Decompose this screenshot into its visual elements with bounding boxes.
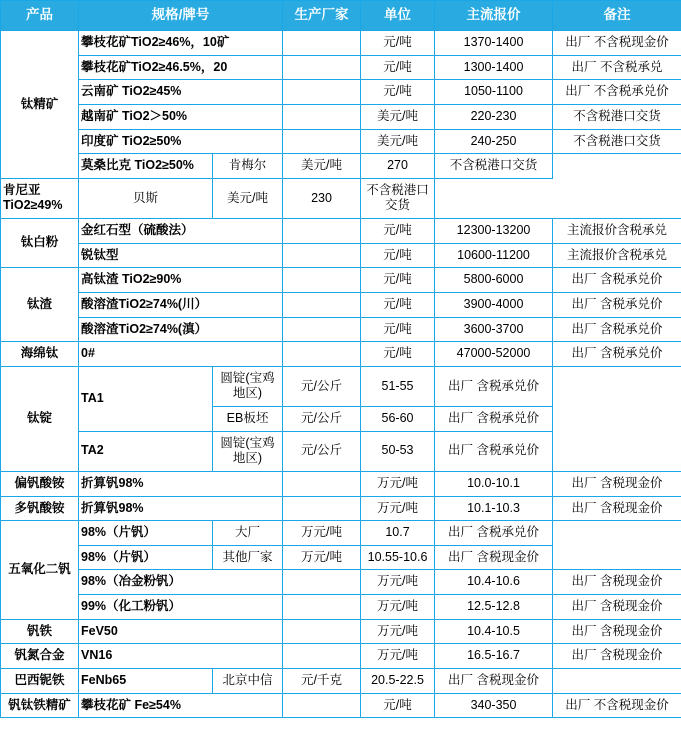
remark-cell: 不含税港口交货 xyxy=(553,104,681,129)
unit-cell: 元/吨 xyxy=(361,342,435,367)
table-row xyxy=(1,317,681,342)
remark-cell: 出厂 含税现金价 xyxy=(435,668,553,693)
remark-cell: 出厂 含税现金价 xyxy=(553,644,681,669)
unit-cell: 元/公斤 xyxy=(283,366,361,406)
spec-cell: 攀枝花矿 Fe≥54% xyxy=(79,693,283,718)
spec-cell: 折算钒98% xyxy=(79,496,283,521)
spec-cell: 云南矿 TiO2≥45% xyxy=(79,80,283,105)
product-cell: 钒钛铁精矿 xyxy=(1,693,79,718)
unit-cell: 元/吨 xyxy=(361,80,435,105)
remark-cell: 出厂 含税现金价 xyxy=(553,619,681,644)
table-row xyxy=(1,292,681,317)
unit-cell: 美元/吨 xyxy=(213,178,283,218)
spec-cell: 印度矿 TiO2≥50% xyxy=(79,129,283,154)
manufacturer-cell xyxy=(283,268,361,293)
price-cell: 16.5-16.7 xyxy=(435,644,553,669)
table-row xyxy=(1,570,681,595)
product-cell: 多钒酸铵 xyxy=(1,496,79,521)
price-cell: 10.55-10.6 xyxy=(361,545,435,570)
column-header-product: 产品 xyxy=(1,1,79,31)
column-header-price: 主流报价 xyxy=(435,1,553,31)
remark-cell: 出厂 不含税现金价 xyxy=(553,693,681,718)
unit-cell: 元/吨 xyxy=(361,243,435,268)
price-cell: 10.0-10.1 xyxy=(435,471,553,496)
manufacturer-cell xyxy=(283,292,361,317)
remark-cell: 出厂 含税现金价 xyxy=(553,570,681,595)
product-cell: 钛精矿 xyxy=(1,31,79,179)
manufacturer-cell xyxy=(283,104,361,129)
price-cell: 12300-13200 xyxy=(435,219,553,244)
product-cell: 偏钒酸铵 xyxy=(1,471,79,496)
spec-cell: 莫桑比克 TiO2≥50% xyxy=(79,154,213,179)
manufacturer-cell xyxy=(283,55,361,80)
remark-cell: 不含税港口交货 xyxy=(435,154,553,179)
unit-cell: 美元/吨 xyxy=(361,129,435,154)
unit-cell: 元/吨 xyxy=(361,292,435,317)
table-header-row xyxy=(1,1,681,31)
spec-cell: 酸溶渣TiO2≥74%(川） xyxy=(79,292,283,317)
product-cell: 五氧化二钒 xyxy=(1,521,79,620)
table-body xyxy=(1,31,681,718)
remark-cell: 出厂 含税承兑价 xyxy=(435,431,553,471)
price-cell: 12.5-12.8 xyxy=(435,595,553,620)
unit-cell: 万元/吨 xyxy=(361,644,435,669)
table-row xyxy=(1,644,681,669)
remark-cell: 出厂 不含税承兑 xyxy=(553,55,681,80)
spec-cell: 98%（冶金粉钒） xyxy=(79,570,283,595)
manufacturer-cell xyxy=(283,644,361,669)
price-cell: 3900-4000 xyxy=(435,292,553,317)
manufacturer-cell xyxy=(283,243,361,268)
price-cell: 10.1-10.3 xyxy=(435,496,553,521)
spec-cell: VN16 xyxy=(79,644,283,669)
manufacturer-cell: 肯梅尔 xyxy=(213,154,283,179)
table-row xyxy=(1,668,681,693)
manufacturer-cell xyxy=(283,219,361,244)
price-cell: 1370-1400 xyxy=(435,31,553,56)
spec-detail-cell: EB板坯 xyxy=(213,407,283,432)
price-cell: 10.7 xyxy=(361,521,435,546)
product-cell: 钛锭 xyxy=(1,366,79,471)
spec-cell: FeV50 xyxy=(79,619,283,644)
table-row xyxy=(1,178,681,218)
unit-cell: 元/千克 xyxy=(283,668,361,693)
product-cell: 钛白粉 xyxy=(1,219,79,268)
remark-cell: 主流报价含税承兑 xyxy=(553,243,681,268)
manufacturer-cell xyxy=(283,496,361,521)
unit-cell: 万元/吨 xyxy=(361,595,435,620)
table-row xyxy=(1,595,681,620)
manufacturer-cell xyxy=(283,693,361,718)
price-cell: 1050-1100 xyxy=(435,80,553,105)
spec-cell: 攀枝花矿TiO2≥46.5%，20 xyxy=(79,55,283,80)
spec-cell: 98%（片钒） xyxy=(79,521,213,546)
unit-cell: 元/吨 xyxy=(361,219,435,244)
remark-cell: 出厂 含税现金价 xyxy=(553,595,681,620)
product-cell: 钒氮合金 xyxy=(1,644,79,669)
unit-cell: 元/吨 xyxy=(361,268,435,293)
table-row xyxy=(1,693,681,718)
spec-cell: FeNb65 xyxy=(79,668,213,693)
manufacturer-cell xyxy=(283,595,361,620)
remark-cell: 不含税港口交货 xyxy=(361,178,435,218)
spec-cell: 攀枝花矿TiO2≥46%，10矿 xyxy=(79,31,283,56)
spec-cell: 0# xyxy=(79,342,283,367)
table-row xyxy=(1,342,681,367)
price-cell: 51-55 xyxy=(361,366,435,406)
table-row xyxy=(1,80,681,105)
manufacturer-cell: 其他厂家 xyxy=(213,545,283,570)
product-cell: 钒铁 xyxy=(1,619,79,644)
table-row xyxy=(1,619,681,644)
remark-cell: 出厂 含税承兑价 xyxy=(553,292,681,317)
column-header-remark: 备注 xyxy=(553,1,681,31)
unit-cell: 元/吨 xyxy=(361,55,435,80)
remark-cell: 主流报价含税承兑 xyxy=(553,219,681,244)
table-row xyxy=(1,268,681,293)
price-cell: 20.5-22.5 xyxy=(361,668,435,693)
table-row xyxy=(1,219,681,244)
remark-cell: 出厂 含税承兑价 xyxy=(553,268,681,293)
bottom-whitespace xyxy=(0,718,681,756)
remark-cell: 出厂 含税承兑价 xyxy=(435,366,553,406)
price-cell: 3600-3700 xyxy=(435,317,553,342)
price-cell: 220-230 xyxy=(435,104,553,129)
spec-cell: 折算钒98% xyxy=(79,471,283,496)
price-cell: 10600-11200 xyxy=(435,243,553,268)
remark-cell: 出厂 不含税承兑价 xyxy=(553,80,681,105)
spec-cell: 98%（片钒） xyxy=(79,545,213,570)
column-header-manufacturer: 生产厂家 xyxy=(283,1,361,31)
spec-cell: 越南矿 TiO2＞50% xyxy=(79,104,283,129)
table-row xyxy=(1,366,681,406)
table-row xyxy=(1,496,681,521)
table-row xyxy=(1,129,681,154)
product-cell: 巴西铌铁 xyxy=(1,668,79,693)
table-row xyxy=(1,521,681,546)
manufacturer-cell xyxy=(283,619,361,644)
price-cell: 230 xyxy=(283,178,361,218)
price-cell: 270 xyxy=(361,154,435,179)
manufacturer-cell: 北京中信 xyxy=(213,668,283,693)
table-row xyxy=(1,31,681,56)
spec-cell: 肯尼亚 TiO2≥49% xyxy=(1,178,79,218)
price-cell: 50-53 xyxy=(361,431,435,471)
unit-cell: 万元/吨 xyxy=(361,570,435,595)
remark-cell: 出厂 含税承兑价 xyxy=(553,342,681,367)
price-cell: 10.4-10.6 xyxy=(435,570,553,595)
spec-detail-cell: 圆锭(宝鸡地区) xyxy=(213,431,283,471)
remark-cell: 出厂 含税现金价 xyxy=(553,471,681,496)
price-cell: 5800-6000 xyxy=(435,268,553,293)
remark-cell: 出厂 含税承兑价 xyxy=(553,317,681,342)
table-row xyxy=(1,55,681,80)
spec-detail-cell: 圆锭(宝鸡地区) xyxy=(213,366,283,406)
remark-cell: 出厂 含税承兑价 xyxy=(435,521,553,546)
remark-cell: 不含税港口交货 xyxy=(553,129,681,154)
column-header-unit: 单位 xyxy=(361,1,435,31)
price-cell: 240-250 xyxy=(435,129,553,154)
spec-cell: 锐钛型 xyxy=(79,243,283,268)
price-cell: 1300-1400 xyxy=(435,55,553,80)
table-row xyxy=(1,431,681,471)
remark-cell: 出厂 含税现金价 xyxy=(435,545,553,570)
manufacturer-cell xyxy=(283,31,361,56)
remark-cell: 出厂 含税承兑价 xyxy=(435,407,553,432)
spec-cell: 酸溶渣TiO2≥74%(滇） xyxy=(79,317,283,342)
unit-cell: 元/吨 xyxy=(361,693,435,718)
unit-cell: 万元/吨 xyxy=(283,545,361,570)
manufacturer-cell: 贝斯 xyxy=(79,178,213,218)
table-row xyxy=(1,243,681,268)
unit-cell: 万元/吨 xyxy=(361,619,435,644)
price-cell: 47000-52000 xyxy=(435,342,553,367)
unit-cell: 元/吨 xyxy=(361,317,435,342)
spec-cell: 金红石型（硫酸法） xyxy=(79,219,283,244)
manufacturer-cell xyxy=(283,570,361,595)
spec-cell: 高钛渣 TiO2≥90% xyxy=(79,268,283,293)
remark-cell: 出厂 不含税现金价 xyxy=(553,31,681,56)
spec-cell: TA2 xyxy=(79,431,213,471)
table-row xyxy=(1,545,681,570)
table-row xyxy=(1,471,681,496)
product-cell: 钛渣 xyxy=(1,268,79,342)
price-cell: 340-350 xyxy=(435,693,553,718)
table-row xyxy=(1,154,681,179)
remark-cell: 出厂 含税现金价 xyxy=(553,496,681,521)
price-cell: 56-60 xyxy=(361,407,435,432)
manufacturer-cell xyxy=(283,317,361,342)
product-cell: 海绵钛 xyxy=(1,342,79,367)
manufacturer-cell xyxy=(283,342,361,367)
manufacturer-cell xyxy=(283,471,361,496)
spec-cell: 99%（化工粉钒） xyxy=(79,595,283,620)
unit-cell: 美元/吨 xyxy=(361,104,435,129)
unit-cell: 万元/吨 xyxy=(283,521,361,546)
unit-cell: 元/吨 xyxy=(361,31,435,56)
unit-cell: 元/公斤 xyxy=(283,407,361,432)
unit-cell: 美元/吨 xyxy=(283,154,361,179)
manufacturer-cell xyxy=(283,80,361,105)
unit-cell: 万元/吨 xyxy=(361,471,435,496)
unit-cell: 元/公斤 xyxy=(283,431,361,471)
column-header-spec: 规格/牌号 xyxy=(79,1,283,31)
manufacturer-cell: 大厂 xyxy=(213,521,283,546)
manufacturer-cell xyxy=(283,129,361,154)
price-cell: 10.4-10.5 xyxy=(435,619,553,644)
spec-cell: TA1 xyxy=(79,366,213,431)
table-row xyxy=(1,104,681,129)
unit-cell: 万元/吨 xyxy=(361,496,435,521)
